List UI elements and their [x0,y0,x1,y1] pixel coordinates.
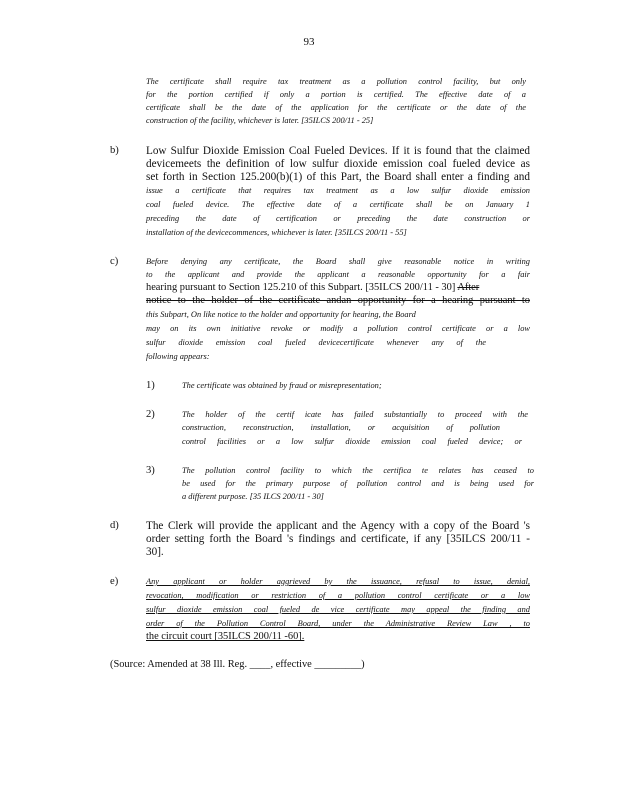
intro-line: construction of the facility, whichever is later. [35ILCS 200/11 - 25] [146,116,374,125]
section-c-line-text: hearing pursuant to Section 125.210 of this Subpart. [35ILCS 200/11 - 30] [146,282,456,293]
section-e-line: Any applicant or holder aggrieved by the issuance, refusal to issue, denial, [146,577,530,586]
section-c-label: c) [110,256,119,267]
item-3-line: The pollution control facility to which the certifica te relates has ceased to [182,466,534,475]
source-note: (Source: Amended at 38 Ill. Reg. ____, effective _________) [110,659,365,670]
item-1-label: 1) [146,380,155,391]
item-3-line: a different purpose. [35 ILCS 200/11 - 30] [182,492,324,501]
section-b-line: preceding the date of certification or preceding the date construction or [146,214,530,223]
section-d-line: order setting forth the Board 's findings and certificate, if any [35ILCS 200/11 - [146,533,530,545]
section-e-line: the circuit court [35ILCS 200/11 -60]. [146,631,305,642]
section-e-line: revocation, modification or restriction of a pollution control certificate or a low [146,591,530,600]
section-b-line: devicemeets the definition of low sulfur dioxide emission coal fueled device as [146,158,530,170]
item-2-label: 2) [146,409,155,420]
section-b-label: b) [110,145,119,156]
section-b-line: coal fueled device. The effective date of a certificate shall be on January 1 [146,200,530,209]
section-e-line: order of the Pollution Control Board, under the Administrative Review Law , to [146,619,530,628]
section-c-line: may on its own initiative revoke or modify a pollution control certificate or a low [146,324,530,333]
item-2-line: control facilities or a low sulfur dioxide emission coal fueled device; or [182,437,522,446]
section-e-label: e) [110,576,119,587]
section-c-line: to the applicant and provide the applicant a reasonable opportunity for a fair [146,270,530,279]
item-1-line: The certificate was obtained by fraud or misrepresentation; [182,381,382,390]
item-2-line: The holder of the certif icate has failed substantially to proceed with the [182,410,528,419]
section-b-line: set forth in Section 125.200(b)(1) of this Part, the Board shall enter a finding and [146,171,530,183]
section-b-line: Low Sulfur Dioxide Emission Coal Fueled Devices. If it is found that the claimed [146,145,530,157]
item-2-line: construction, reconstruction, installation, or acquisition of pollution [182,423,500,432]
intro-line: for the portion certified if only a portion is certified. The effective date of a [146,90,526,99]
intro-line: certificate shall be the date of the application for the certificate or the date of the [146,103,526,112]
section-c-struck-text: After [457,282,480,293]
item-3-label: 3) [146,465,155,476]
section-c-line: Before denying any certificate, the Board shall give reasonable notice in writing [146,257,530,266]
item-3-line: be used for the primary purpose of pollution control and is being used for [182,479,534,488]
section-d-line: The Clerk will provide the applicant and the Agency with a copy of the Board 's [146,520,530,532]
section-c-line: following appears: [146,352,210,361]
section-c-struck-line: notice to the holder of the certificate andan opportunity for a hearing pursuant to [146,295,530,306]
section-b-line: issue a certificate that requires tax treatment as a low sulfur dioxide emission [146,186,530,195]
section-c-line: sulfur dioxide emission coal fueled devicecertificate whenever any of the [146,338,486,347]
section-c-line [146,282,530,294]
section-e-line: sulfur dioxide emission coal fueled de vice certificate may appeal the finding and [146,605,530,614]
intro-line: The certificate shall require tax treatment as a pollution control facility, but only [146,77,526,86]
section-d-label: d) [110,520,119,531]
section-b-line: installation of the devicecommences, whichever is later. [35ILCS 200/11 - 55] [146,228,407,237]
section-c-line: this Subpart, On like notice to the holder and opportunity for hearing, the Board [146,310,416,319]
page-number: 93 [303,36,315,48]
section-d-line: 30]. [146,546,164,558]
